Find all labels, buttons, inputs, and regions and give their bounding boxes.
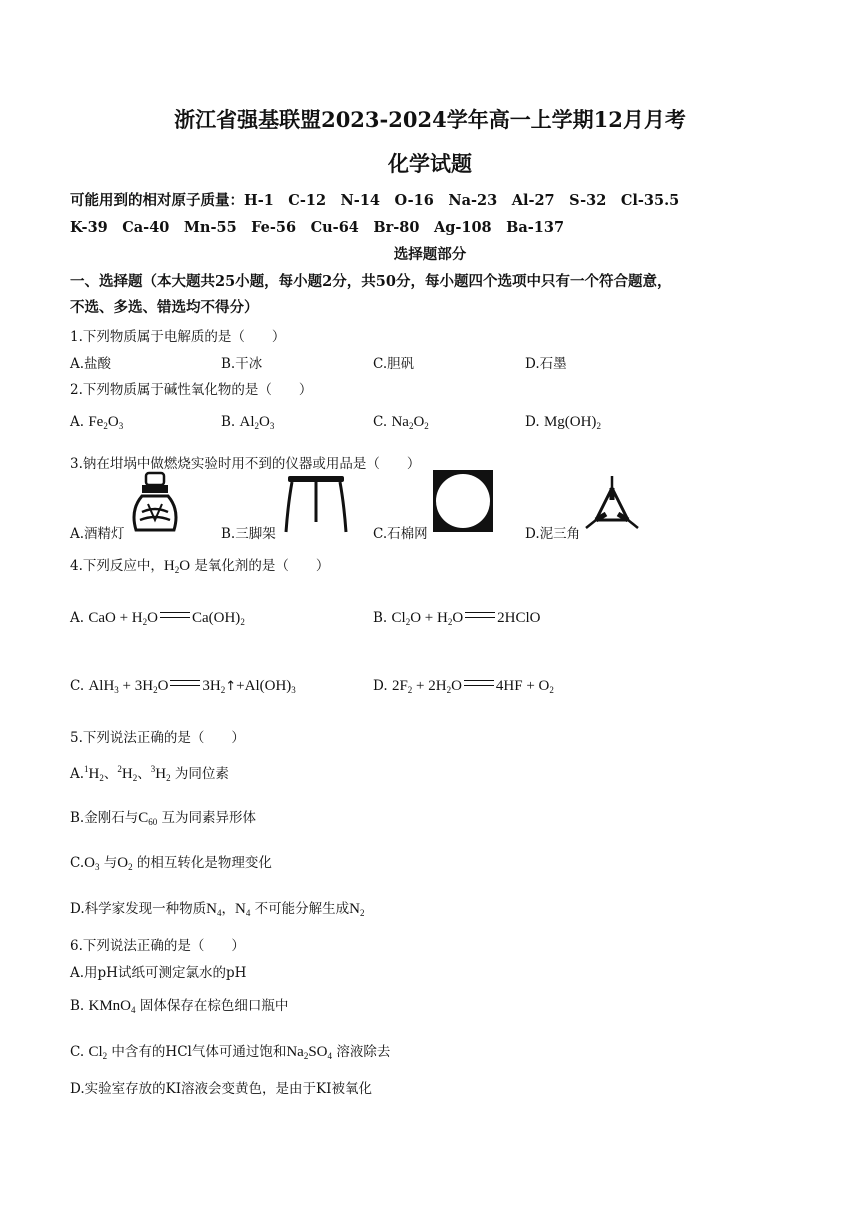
q2-stem: 2.下列物质属于碱性氧化物的是（ ） xyxy=(70,382,313,398)
q6-option-d: D.实验室存放的KI溶液会变黄色，是由于KI被氧化 xyxy=(70,1081,372,1097)
q3-option-a: A.酒精灯 xyxy=(70,526,125,542)
q3-option-b: B.三脚架 xyxy=(221,526,276,542)
q4-stem: 4.下列反应中，$H_2O$ 是氧化剂的是（ ） xyxy=(70,558,330,575)
q5-option-a: $A.^1H_2$、$^2H_2$、$^3H_2$ 为同位素 xyxy=(70,764,229,783)
q6-stem: 6.下列说法正确的是（ ） xyxy=(70,938,245,954)
q4-option-d: D. $2F_2 + 2H_2O$ $4HF + O_2$ xyxy=(373,678,554,695)
exam-subtitle: 化学试题 xyxy=(388,151,472,176)
q2-option-c: C. $Na_2O_2$ xyxy=(373,414,429,431)
q3-stem: 3.钠在坩埚中做燃烧实验时用不到的仪器或用品是（ ） xyxy=(70,456,421,472)
q3-option-d: D.泥三角 xyxy=(525,526,581,542)
q2-option-b: B. $Al_2O_3$ xyxy=(221,414,275,431)
atomic-mass-line-1: 可能用到的相对原子质量：H-1 C-12 N-14 O-16 Na-23 Al-27 S-32 Cl-35.5 xyxy=(70,192,680,209)
q6-option-c: C. $Cl_2$ 中含有的HCl气体可通过饱和$Na_2SO_4$ 溶液除去 xyxy=(70,1044,391,1061)
q5-stem: 5.下列说法正确的是（ ） xyxy=(70,730,245,746)
alcohol-lamp-image xyxy=(128,470,184,536)
q5-option-d: D.科学家发现一种物质$N_4$，$N_4$ 不可能分解生成$N_2$ xyxy=(70,901,365,918)
q5-option-c: $C.O_3$ 与$O_2$ 的相互转化是物理变化 xyxy=(70,855,272,872)
asbestos-gauze-image xyxy=(433,470,493,532)
q3-option-c: C.石棉网 xyxy=(373,526,428,542)
q4-option-a: A. CaO + $H_2O$ $Ca(OH)_2$ xyxy=(70,610,245,627)
section1-instruction-line-2: 不选、多选、错选均不得分） xyxy=(70,299,259,316)
atomic-mass-line-2: K-39 Ca-40 Mn-55 Fe-56 Cu-64 Br-80 Ag-108 Ba-137 xyxy=(70,219,565,236)
q2-option-a: A. $Fe_2O_3$ xyxy=(70,414,124,431)
tripod-image xyxy=(280,474,352,534)
q1-option-a: A.盐酸 xyxy=(70,356,112,372)
q1-option-b: B.干冰 xyxy=(221,356,263,372)
exam-title: 浙江省强基联盟2023-2024学年高一上学期12月月考 xyxy=(174,107,686,132)
q1-option-c: C.胆矾 xyxy=(373,356,415,372)
clay-triangle-image xyxy=(582,474,644,532)
section-title: 选择题部分 xyxy=(393,246,467,263)
q5-option-b: B.金刚石与$C_{60}$ 互为同素异形体 xyxy=(70,810,257,827)
q1-stem: 1.下列物质属于电解质的是（ ） xyxy=(70,329,286,345)
q6-option-a: A.用pH试纸可测定氯水的pH xyxy=(70,965,247,981)
q6-option-b: B. KMnO$_4$ 固体保存在棕色细口瓶中 xyxy=(70,998,289,1015)
q4-option-b: B. $Cl_2O + H_2O$ 2HClO xyxy=(373,610,541,627)
section1-instruction-line-1: 一、选择题（本大题共25小题，每小题2分，共50分，每小题四个选项中只有一个符合题意， xyxy=(70,273,672,290)
q2-option-d: D. $Mg(OH)_2$ xyxy=(525,414,601,431)
q4-option-c: C. $AlH_3 + 3H_2O$ $3H_2↑+Al(OH)_3$ xyxy=(70,678,296,695)
q1-option-d: D.石墨 xyxy=(525,356,567,372)
